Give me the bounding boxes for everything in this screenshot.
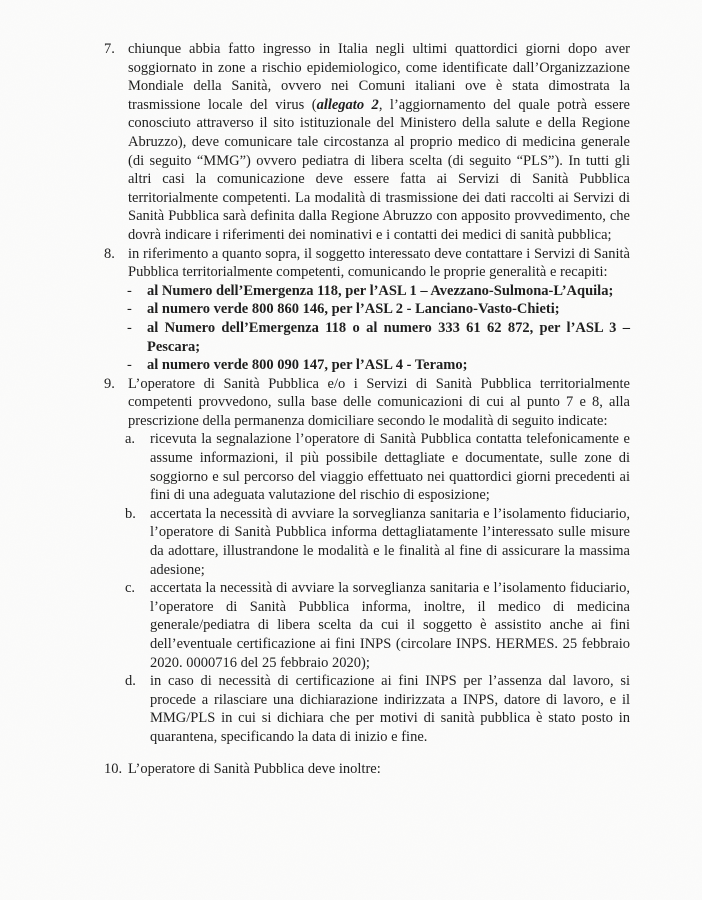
sub-item-c-letter: c. bbox=[125, 580, 136, 597]
list-item-8 bbox=[104, 245, 630, 375]
item-10-paragraph: L’operatore di Sanità Pubblica deve inoltre: bbox=[128, 760, 381, 777]
item-10-number: 10. bbox=[104, 760, 123, 777]
asl-contact-bullet-2 bbox=[128, 300, 630, 319]
sub-item-b-text: accertata la necessità di avviare la sorveglianza sanitaria e l’isolamento fiduciario, l’operatore di Sanità Pubblica informa dettagliatamente l’interessato sulle misure da adottare, illustrandone le modalità e le finalità al fine di assicurare la massima adesione; bbox=[150, 505, 630, 578]
item-9-number: 9. bbox=[104, 375, 115, 392]
sub-item-d-text: in caso di necessità di certificazione ai fini INPS per l’assenza dal lavoro, si procede a rilasciare una dichiarazione indirizzata a INPS, datore di lavoro, e il MMG/PLS in cui si dichiara che per motivi di sanità pubblica è stato posto in quarantena, specificando la data di inizio e fine. bbox=[150, 673, 630, 745]
asl-contact-text-4: al numero verde 800 090 147, per l’ASL 4 - Teramo; bbox=[147, 357, 468, 374]
asl-contact-text-3: al Numero dell’Emergenza 118 o al numero 333 61 62 872, per l’ASL 3 – Pescara; bbox=[147, 319, 630, 355]
item-7-text-before: chiunque abbia fatto ingresso in Italia negli ultimi quattordici giorni dopo aver soggiornato in zone a rischio epidemiologico, come identificate dall’Organizzazione Mondiale della Sanità, ovvero nei Comuni italiani ove è stata dimostrata la trasmissione locale del virus ( bbox=[128, 41, 630, 113]
document-content bbox=[104, 40, 630, 778]
sub-item-a-text: ricevuta la segnalazione l’operatore di Sanità Pubblica contatta telefonicamente e assume informazioni, il più possibile dettagliate e documentate, sulle zone di soggiorno e sul percorso del viaggio effettuato nei quattordici giorni precedenti ai fini di una adeguata valutazione del rischio di esposizione; bbox=[150, 431, 630, 504]
dash-bullet-marker: - bbox=[127, 282, 132, 299]
sub-item-b-letter: b. bbox=[125, 505, 136, 522]
asl-contact-bullet-1 bbox=[128, 282, 630, 301]
item-7-paragraph bbox=[128, 40, 630, 245]
item-9-body bbox=[125, 375, 630, 747]
sub-item-a bbox=[125, 430, 630, 504]
list-item-9 bbox=[104, 375, 630, 747]
item-8-body bbox=[128, 245, 630, 375]
allegato-2-emphasis: allegato 2 bbox=[316, 96, 379, 113]
sub-item-d bbox=[125, 672, 630, 746]
asl-contact-bullet-3 bbox=[128, 319, 630, 356]
asl-contact-text-2: al numero verde 800 860 146, per l’ASL 2 - Lanciano-Vasto-Chieti; bbox=[147, 301, 560, 318]
sub-item-c bbox=[125, 579, 630, 672]
dash-bullet-marker: - bbox=[127, 301, 132, 318]
item-8-number: 8. bbox=[104, 245, 115, 262]
list-item-7 bbox=[104, 40, 630, 245]
dash-bullet-marker: - bbox=[127, 357, 132, 374]
item-7-text-after: , l’aggiornamento del quale potrà essere conosciuto attraverso il sito istituzionale del Ministero della salute e della Regione Abruzzo), deve comunicare tale circostanza al proprio medico di medicina generale (di seguito “MMG”) ovvero pediatra di libera scelta (di seguito “PLS”). In tutti gli altri casi la comunicazione deve essere fatta ai Servizi di Sanità Pubblica territorialmente competenti. La modalità di trasmissione dei dati raccolti ai Servizi di Sanità Pubblica sarà definita dalla Regione Abruzzo con apposito provvedimento, che dovrà indicare i riferimenti dei nominativi e i contatti dei medici di sanità pubblica; bbox=[128, 96, 630, 243]
item-9-paragraph: L’operatore di Sanità Pubblica e/o i Servizi di Sanità Pubblica territorialmente competenti provvedono, sulla base delle comunicazioni di cui al punto 7 e 8, alla prescrizione della permanenza domiciliare secondo le modalità di seguito indicate: bbox=[128, 375, 630, 429]
sub-item-b bbox=[125, 505, 630, 579]
sub-item-d-letter: d. bbox=[125, 673, 136, 690]
sub-item-c-text: accertata la necessità di avviare la sorveglianza sanitaria e l’isolamento fiduciario, l’operatore di Sanità Pubblica informa, inoltre, il medico di medicina generale/pediatra di libera scelta da cui il soggetto è assistito anche ai fini dell’eventuale certificazione ai fini INPS (circolare INPS. HERMES. 25 febbraio 2020. 0000716 del 25 febbraio 2020); bbox=[150, 580, 630, 671]
item-7-number: 7. bbox=[104, 41, 115, 57]
asl-contact-bullet-4 bbox=[128, 356, 630, 375]
asl-contact-text-1: al Numero dell’Emergenza 118, per l’ASL 1 – Avezzano-Sulmona-L’Aquila; bbox=[147, 282, 614, 299]
item-8-paragraph: in riferimento a quanto sopra, il soggetto interessato deve contattare i Servizi di Sanità Pubblica territorialmente competenti, comunicando le proprie generalità e recapiti: bbox=[128, 245, 630, 281]
dash-bullet-marker: - bbox=[127, 319, 132, 336]
list-item-10 bbox=[104, 760, 630, 779]
sub-item-a-letter: a. bbox=[125, 431, 136, 448]
